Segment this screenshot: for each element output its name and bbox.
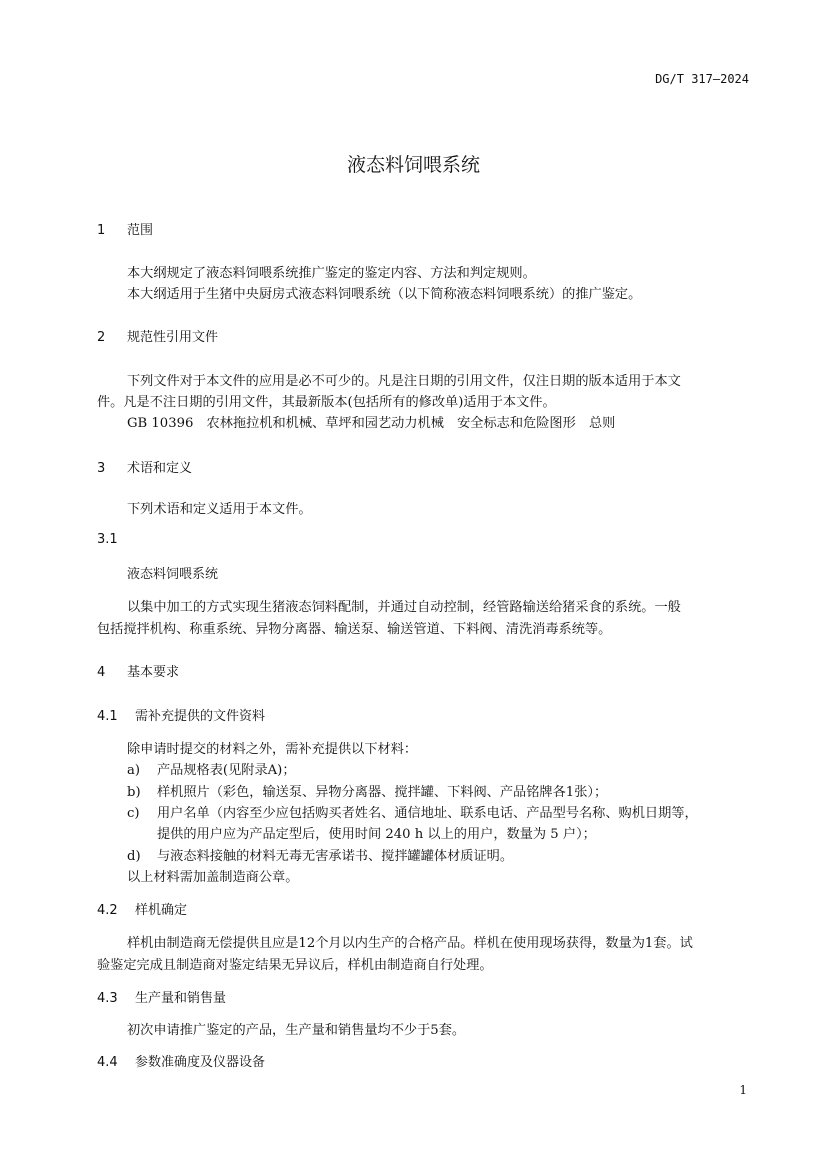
paragraph: 件。凡是不注日期的引用文件，其最新版本(包括所有的修改单)适用于本文件。 [97, 395, 556, 410]
paragraph: 初次申请推广鉴定的产品，生产量和销售量均不少于5套。 [127, 1023, 466, 1038]
list-text: 样机照片（彩色，输送泵、异物分离器、搅拌罐、下料阀、产品铭牌各1张）； [157, 785, 608, 800]
paragraph: 下列术语和定义适用于本文件。 [127, 502, 312, 517]
section-number: 1 [97, 223, 106, 238]
section-4-3-heading [97, 987, 226, 1006]
paragraph: 样机由制造商无偿提供且应是12个月以内生产的合格产品。样机在使用现场获得，数量为1套。试 [127, 936, 693, 951]
section-title: 参数准确度及仪器设备 [135, 1055, 266, 1070]
paragraph: 包括搅拌机构、称重系统、异物分离器、输送泵、输送管道、下料阀、清洗消毒系统等。 [97, 622, 612, 637]
section-number: 4.4 [97, 1055, 118, 1070]
section-title: 需补充提供的文件资料 [135, 709, 266, 724]
reference-item: GB 10396 农林拖拉机和机械、草坪和园艺动力机械 安全标志和危险图形 总则 [127, 416, 616, 431]
list-marker: b) [127, 785, 141, 800]
list-text: 与液态料接触的材料无毒无害承诺书、搅拌罐罐体材质证明。 [157, 849, 514, 864]
section-3-heading [97, 457, 192, 476]
section-number: 2 [97, 330, 106, 345]
list-item [127, 781, 607, 800]
list-item [127, 802, 698, 821]
section-4-heading [97, 661, 179, 680]
section-title: 生产量和销售量 [135, 991, 227, 1006]
list-item [127, 823, 596, 842]
list-text: 产品规格表(见附录A)； [157, 763, 296, 778]
section-title: 范围 [127, 223, 154, 238]
paragraph: 以上材料需加盖制造商公章。 [127, 870, 299, 885]
section-1-heading [97, 219, 153, 238]
list-item [127, 759, 296, 778]
section-4-1-heading [97, 705, 265, 724]
page-number: 1 [739, 1083, 747, 1097]
section-title: 基本要求 [127, 665, 180, 680]
subsection-number: 3.1 [97, 532, 118, 547]
section-2-heading [97, 326, 218, 345]
document-id: DG/T 317—2024 [655, 72, 749, 86]
section-title: 术语和定义 [127, 461, 193, 476]
list-marker: c) [127, 806, 140, 821]
paragraph: 本大纲适用于生猪中央厨房式液态料饲喂系统（以下简称液态料饲喂系统）的推广鉴定。 [127, 287, 642, 302]
list-marker: a) [127, 763, 141, 778]
section-title: 规范性引用文件 [127, 330, 219, 345]
paragraph: 除申请时提交的材料之外，需补充提供以下材料： [127, 742, 418, 757]
paragraph: 以集中加工的方式实现生猪液态饲料配制，并通过自动控制，经管路输送给猪采食的系统。一般 [127, 600, 681, 615]
page-title: 液态料饲喂系统 [346, 154, 480, 176]
list-text: 提供的用户应为产品定型后，使用时间 240 h 以上的用户，数量为 5 户）； [157, 827, 596, 842]
paragraph: 验鉴定完成且制造商对鉴定结果无异议后，样机由制造商自行处理。 [97, 958, 493, 973]
section-number: 4.3 [97, 991, 118, 1006]
section-4-2-heading [97, 899, 187, 918]
section-number: 3 [97, 461, 106, 476]
list-item [127, 845, 513, 864]
list-text: 用户名单（内容至少应包括购买者姓名、通信地址、联系电话、产品型号名称、购机日期等， [157, 806, 698, 821]
list-marker: d) [127, 849, 141, 864]
section-number: 4 [97, 665, 106, 680]
section-number: 4.2 [97, 903, 118, 918]
section-title: 样机确定 [135, 903, 188, 918]
section-number: 4.1 [97, 709, 118, 724]
paragraph: 本大纲规定了液态料饲喂系统推广鉴定的鉴定内容、方法和判定规则。 [127, 266, 536, 281]
paragraph: 下列文件对于本文件的应用是必不可少的。凡是注日期的引用文件，仅注日期的版本适用于本文 [127, 374, 681, 389]
section-4-4-heading [97, 1051, 265, 1070]
term-title: 液态料饲喂系统 [127, 567, 219, 582]
